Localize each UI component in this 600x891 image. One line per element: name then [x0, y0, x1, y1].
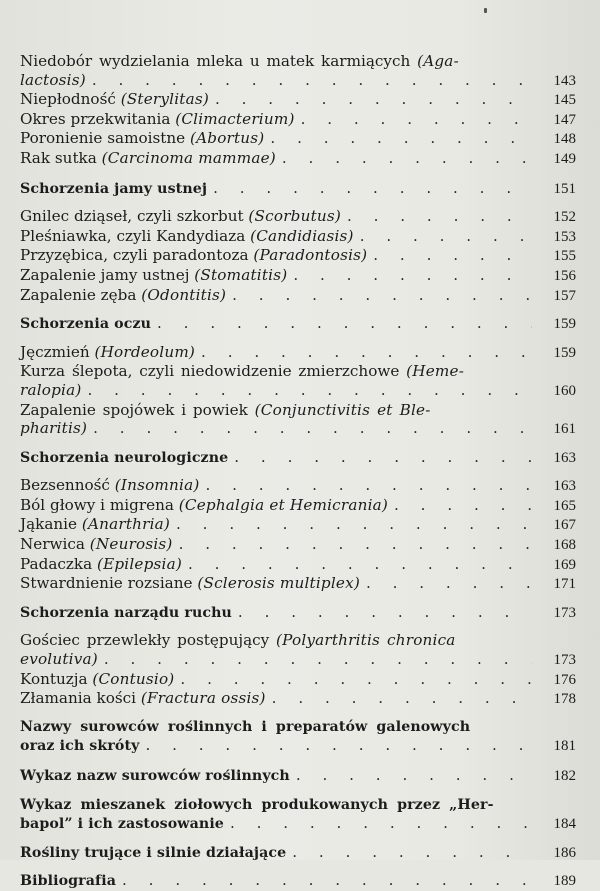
toc-entry[interactable] — [20, 207, 576, 227]
page-number: 168 — [553, 537, 576, 554]
toc-entry[interactable] — [20, 574, 576, 594]
entry-latin: (Hordeolum) — [94, 342, 196, 361]
section-title: Schorzenia oczu — [20, 316, 152, 333]
entry-title: Zapalenie spojówek i powiek — [20, 400, 255, 419]
toc-entry[interactable] — [20, 362, 576, 400]
entry-title: Zapalenie zęba — [20, 285, 142, 304]
entry-title: Jęczmień — [20, 342, 95, 361]
entry-latin-cont: pharitis) — [20, 419, 88, 438]
section-title-cont: oraz ich skróty — [20, 738, 140, 755]
toc-entry[interactable] — [20, 129, 576, 149]
page-number: 181 — [553, 738, 576, 755]
toc-entry[interactable] — [20, 227, 576, 247]
page-number: 152 — [553, 209, 576, 226]
page-number: 145 — [553, 92, 576, 109]
entry-latin: (Odontitis) — [141, 285, 227, 304]
page-number: 149 — [553, 150, 576, 167]
toc-entry[interactable] — [20, 286, 576, 306]
entry-title: Okres przekwitania — [20, 109, 176, 128]
page-number: 159 — [553, 316, 576, 333]
entry-latin: (Carcinoma mammae) — [101, 148, 276, 167]
page-number: 161 — [553, 421, 576, 438]
entry-latin: (Polyarthritis chronica — [276, 631, 456, 650]
page-number: 147 — [553, 111, 576, 128]
toc-entry[interactable] — [20, 535, 576, 555]
page-number: 169 — [553, 556, 576, 573]
page-number: 163 — [553, 478, 576, 495]
entry-latin: (Conjunctivitis et Ble- — [254, 400, 431, 419]
entry-title: Rak sutka — [20, 148, 102, 167]
toc-entry[interactable] — [20, 555, 576, 575]
toc-entry[interactable] — [20, 496, 576, 516]
page-number: 163 — [553, 449, 576, 466]
page-number: 156 — [553, 267, 576, 284]
toc-entry[interactable] — [20, 266, 576, 286]
toc-section[interactable] — [20, 603, 576, 623]
entry-title: Niedobór wydzielania mleka u matek karmiących — [20, 52, 418, 70]
toc-entry[interactable] — [20, 52, 576, 90]
entry-latin-cont: evolutiva) — [20, 650, 98, 669]
page-number: 148 — [553, 131, 576, 148]
section-title: Rośliny trujące i silnie działające — [20, 844, 287, 861]
entry-title: Złamania kości — [20, 689, 141, 708]
entry-title: Padaczka — [20, 554, 97, 573]
toc-entry[interactable] — [20, 631, 576, 669]
page-number: 159 — [553, 344, 576, 361]
page-number: 153 — [553, 228, 576, 245]
page-number: 167 — [553, 517, 576, 534]
page-speck — [484, 8, 487, 13]
entry-title: Bezsenność — [20, 476, 115, 495]
section-title: Wykaz nazw surowców roślinnych — [20, 768, 290, 784]
entry-latin: (Insomnia) — [114, 476, 200, 495]
toc-entry[interactable] — [20, 670, 576, 690]
page-number: 189 — [553, 873, 576, 890]
entry-title: Niepłodność — [20, 90, 121, 109]
toc-entry[interactable] — [20, 476, 576, 496]
entry-latin: (Anarthria) — [81, 515, 171, 534]
entry-latin: (Stomatitis) — [194, 265, 288, 284]
toc-section[interactable] — [20, 766, 576, 786]
page-number: 165 — [553, 497, 576, 514]
section-title: Bibliografia — [20, 873, 117, 890]
section-title-cont: bapol” i ich zastosowanie — [20, 816, 224, 833]
entry-title: Przyzębica, czyli paradontoza — [20, 246, 254, 265]
toc-entry[interactable] — [20, 515, 576, 535]
toc-entry[interactable] — [20, 90, 576, 110]
page-number: 157 — [553, 287, 576, 304]
entry-latin: (Fractura ossis) — [140, 689, 266, 708]
page-number: 155 — [553, 248, 576, 265]
entry-latin-cont: ralopia) — [20, 380, 82, 399]
entry-latin: (Neurosis) — [89, 535, 173, 554]
page-number: 171 — [553, 576, 576, 593]
entry-title: Jąkanie — [20, 515, 82, 534]
entry-title: Poronienie samoistne — [20, 129, 190, 148]
page-number: 160 — [553, 382, 576, 399]
entry-latin: (Scorbutus) — [248, 207, 341, 226]
entry-title: Pleśniawka, czyli Kandydiaza — [20, 226, 251, 245]
entry-title: Ból głowy i migrena — [20, 495, 179, 514]
entry-latin: (Sterylitas) — [120, 90, 209, 109]
entry-title: Stwardnienie rozsiane — [20, 574, 198, 593]
section-title: Schorzenia neurologiczne — [20, 449, 229, 466]
entry-title: Kurza ślepota, czyli niedowidzenie zmierzchowe — [20, 362, 407, 381]
toc-entry[interactable] — [20, 246, 576, 266]
toc-entry[interactable] — [20, 149, 576, 169]
section-title: Schorzenia jamy ustnej — [20, 180, 208, 197]
entry-title: Nerwica — [20, 535, 90, 554]
page-number: 143 — [553, 72, 576, 89]
toc-section[interactable] — [20, 871, 576, 891]
toc-entry[interactable] — [20, 689, 576, 709]
toc-section[interactable] — [20, 314, 576, 334]
entry-latin: (Paradontosis) — [253, 246, 368, 265]
page-number: 173 — [553, 604, 576, 621]
entry-latin: (Heme- — [406, 362, 465, 381]
entry-title: Kontuzja — [20, 669, 93, 688]
entry-title: Gnilec dziąseł, czyli szkorbut — [20, 207, 249, 226]
entry-latin: (Contusio) — [92, 669, 175, 688]
toc-entry[interactable] — [20, 110, 576, 130]
page-number: 173 — [553, 652, 576, 669]
entry-latin: (Abortus) — [189, 129, 265, 148]
section-title: Schorzenia narządu ruchu — [20, 604, 232, 621]
entry-latin: (Aga- — [417, 52, 459, 70]
toc-entry[interactable] — [20, 401, 576, 439]
page-number: 182 — [553, 768, 576, 784]
toc-entry[interactable] — [20, 343, 576, 363]
section-title: Nazwy surowców roślinnych i preparatów galenowych — [20, 718, 471, 735]
entry-latin: (Cephalgia et Hemicrania) — [178, 495, 389, 514]
entry-latin: (Epilepsia) — [96, 554, 182, 573]
toc-section[interactable] — [20, 448, 576, 468]
page-number: 184 — [553, 816, 576, 833]
page-number: 176 — [553, 671, 576, 688]
entry-latin: (Sclerosis multiplex) — [197, 574, 360, 593]
toc-section[interactable] — [20, 179, 576, 199]
toc-section[interactable] — [20, 796, 576, 834]
page-number: 186 — [553, 844, 576, 861]
page-number: 178 — [553, 691, 576, 708]
entry-latin-cont: lactosis) — [20, 70, 86, 89]
entry-latin: (Climacterium) — [175, 109, 295, 128]
toc-section[interactable] — [20, 718, 576, 756]
table-of-contents — [20, 52, 576, 891]
entry-title: Zapalenie jamy ustnej — [20, 265, 195, 284]
section-title: Wykaz mieszanek ziołowych produkowanych przez „Her- — [20, 796, 494, 813]
toc-section[interactable] — [20, 843, 576, 863]
entry-title: Gościec przewlekły postępujący — [20, 631, 277, 650]
page-number: 151 — [553, 180, 576, 197]
entry-latin: (Candidiasis) — [250, 226, 354, 245]
